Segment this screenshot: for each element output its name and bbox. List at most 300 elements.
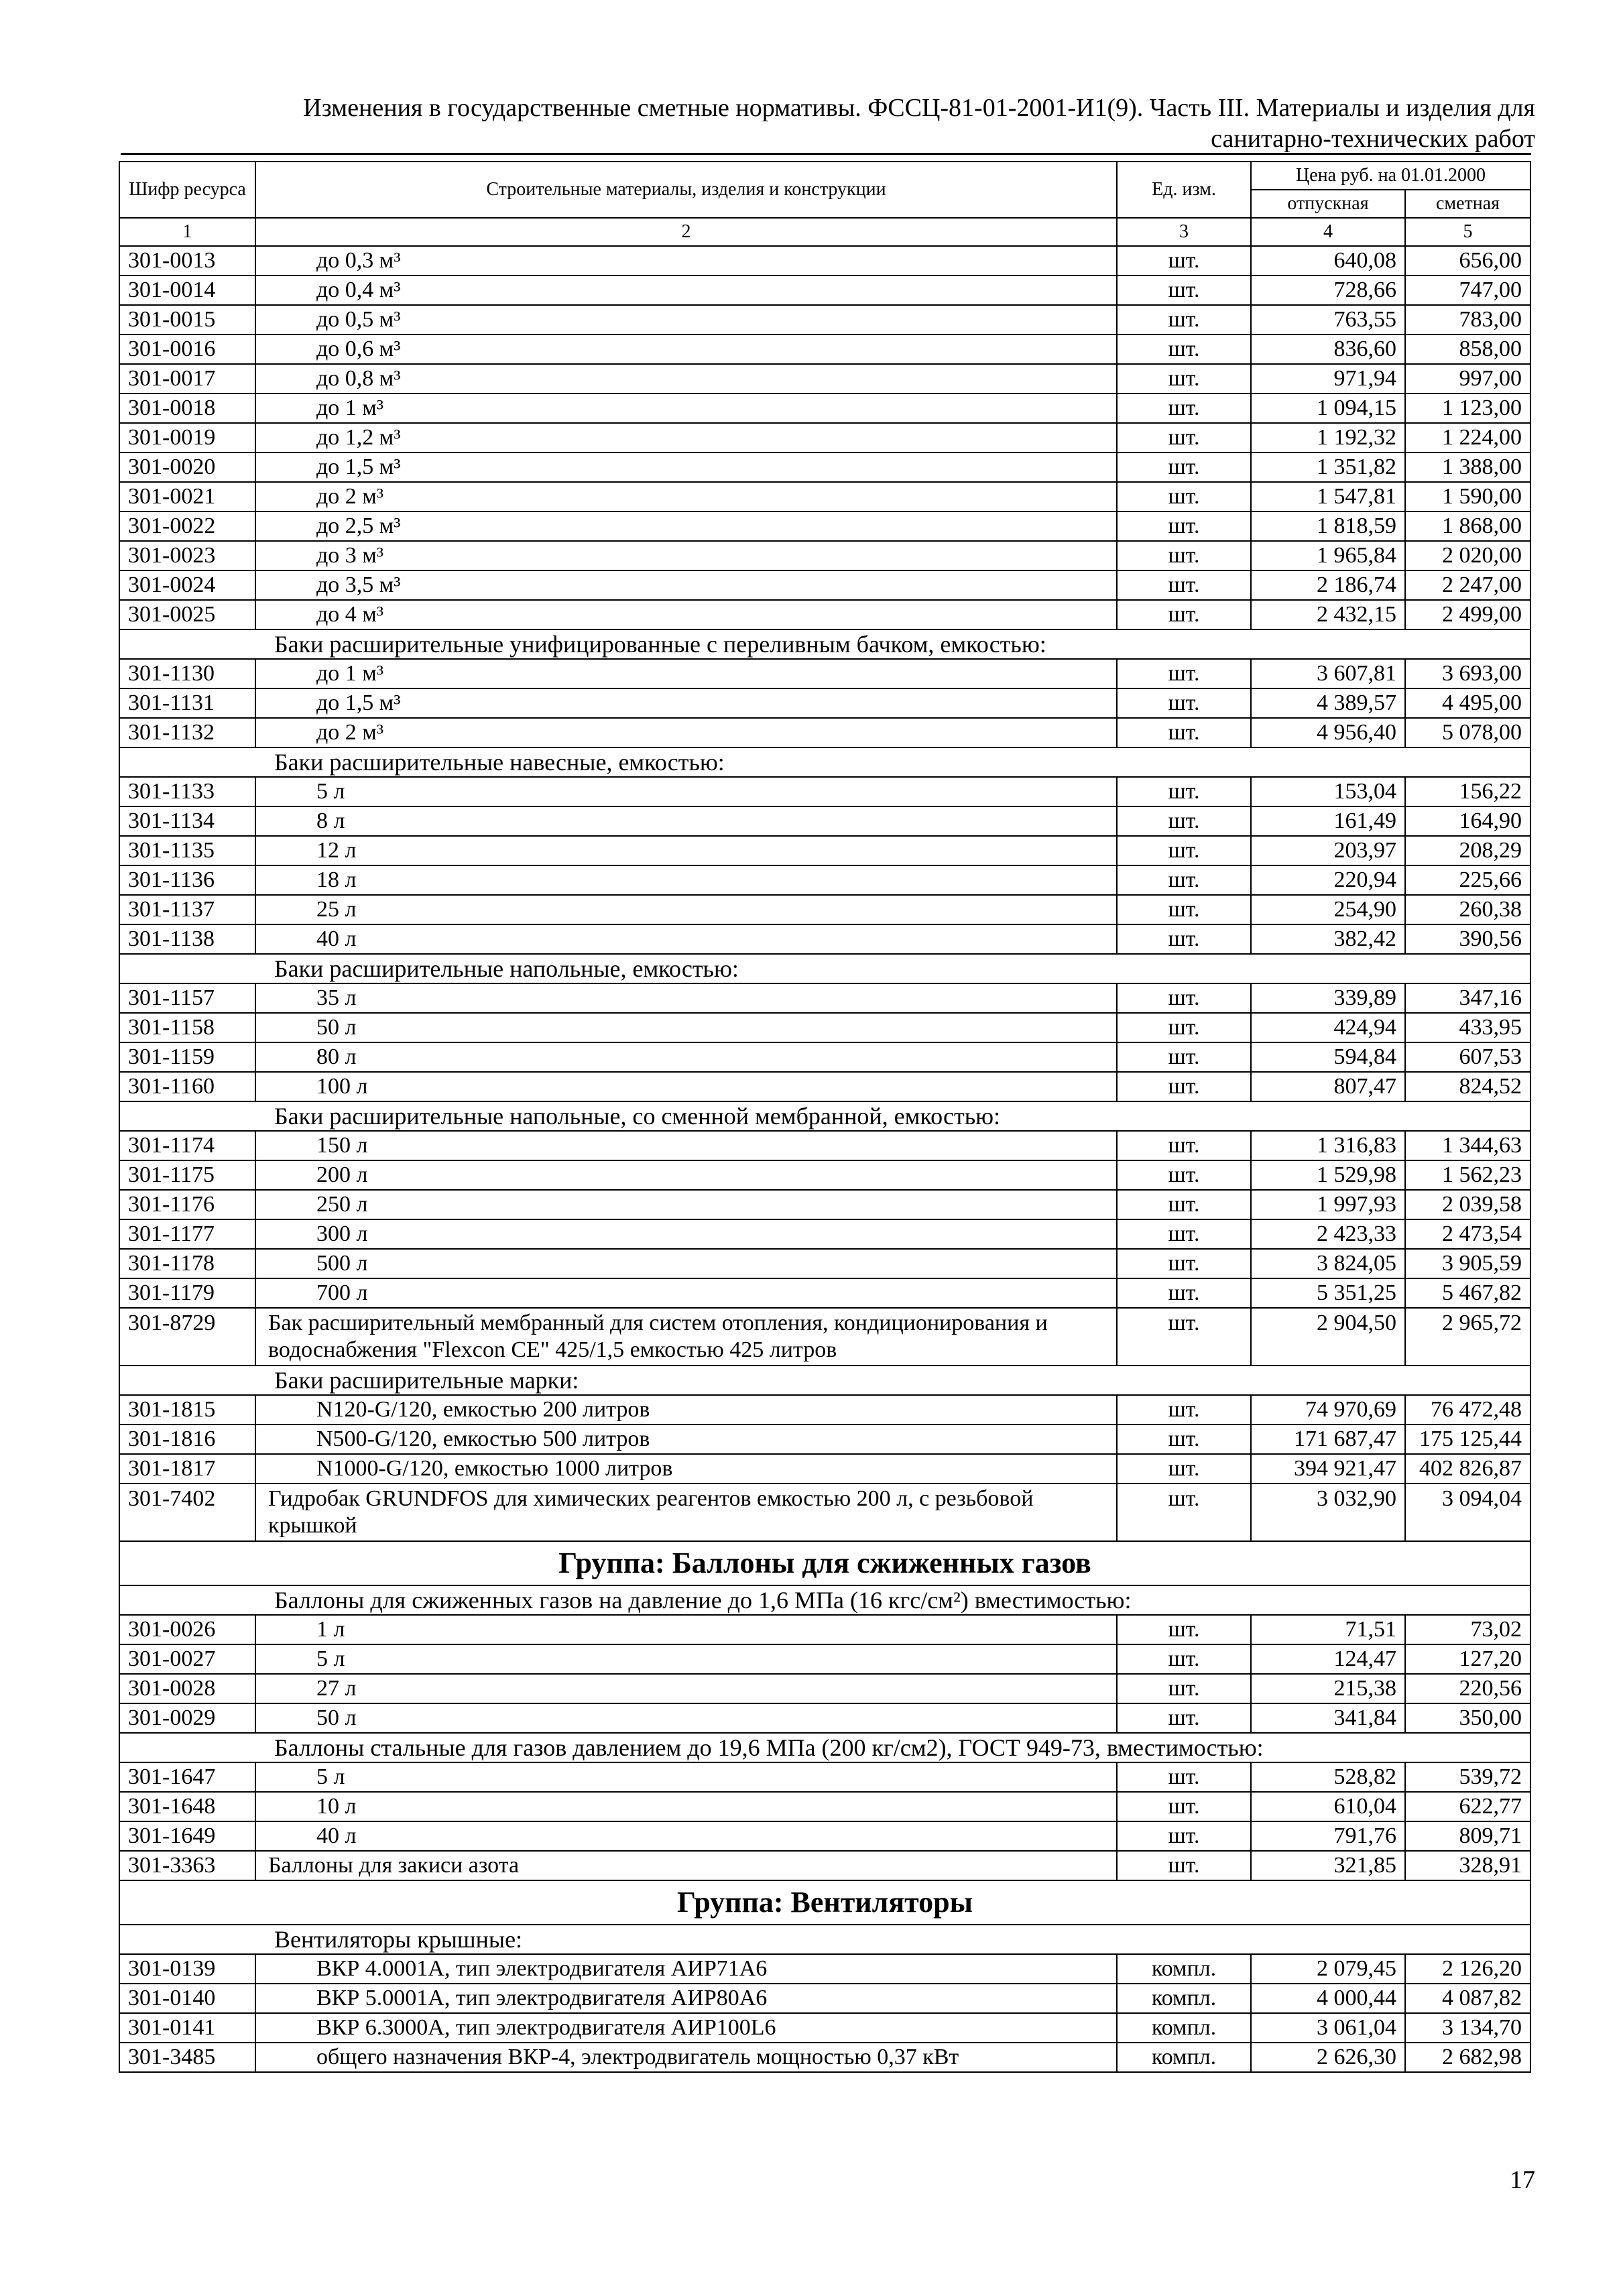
table-row — [119, 924, 1530, 954]
table-row — [119, 511, 1530, 541]
name-cell: 80 л — [255, 1042, 1117, 1072]
name-cell: N120-G/120, емкостью 200 литров — [255, 1395, 1117, 1425]
table-row — [119, 246, 1530, 276]
unit-cell: шт. — [1117, 1072, 1251, 1101]
header-line-1: Изменения в государственные сметные нормативы. ФССЦ-81-01-2001-И1(9). Часть III. Материалы и изделия для — [303, 94, 1535, 122]
group-heading-row — [119, 1880, 1530, 1925]
name-cell: 25 л — [255, 895, 1117, 924]
category-heading: Баки расширительные навесные, емкостью: — [119, 747, 1530, 777]
estimate-price-cell: 433,95 — [1405, 1013, 1530, 1042]
release-price-cell: 3 032,90 — [1251, 1484, 1405, 1541]
code-cell: 301-1137 — [119, 895, 255, 924]
release-price-cell: 382,42 — [1251, 924, 1405, 954]
category-row — [119, 1925, 1530, 1954]
estimate-price-cell: 347,16 — [1405, 983, 1530, 1013]
name-cell: 40 л — [255, 924, 1117, 954]
table-row — [119, 335, 1530, 364]
release-price-cell: 4 389,57 — [1251, 688, 1405, 718]
estimate-price-cell: 1 123,00 — [1405, 394, 1530, 423]
name-cell: до 1 м³ — [255, 659, 1117, 688]
unit-cell: шт. — [1117, 1762, 1251, 1792]
name-cell: 5 л — [255, 777, 1117, 806]
release-price-cell: 71,51 — [1251, 1615, 1405, 1644]
unit-cell: шт. — [1117, 482, 1251, 511]
category-heading: Баки расширительные марки: — [119, 1366, 1530, 1395]
unit-cell: шт. — [1117, 570, 1251, 600]
table-row — [119, 1219, 1530, 1249]
release-price-cell: 215,38 — [1251, 1674, 1405, 1703]
code-cell: 301-0017 — [119, 364, 255, 394]
code-cell: 301-1131 — [119, 688, 255, 718]
code-cell: 301-0140 — [119, 1984, 255, 2013]
group-heading: Группа: Баллоны для сжиженных газов — [119, 1541, 1530, 1585]
release-price-cell: 254,90 — [1251, 895, 1405, 924]
code-cell: 301-1138 — [119, 924, 255, 954]
table-row — [119, 659, 1530, 688]
code-cell: 301-1817 — [119, 1454, 255, 1484]
name-cell: до 0,6 м³ — [255, 335, 1117, 364]
table-row — [119, 1762, 1530, 1792]
code-cell: 301-0139 — [119, 1954, 255, 1984]
release-price-cell: 2 904,50 — [1251, 1308, 1405, 1366]
estimate-price-cell: 997,00 — [1405, 364, 1530, 394]
name-cell: 50 л — [255, 1013, 1117, 1042]
unit-cell: шт. — [1117, 1190, 1251, 1219]
table-row — [119, 1425, 1530, 1454]
name-cell: 5 л — [255, 1762, 1117, 1792]
estimate-price-cell: 2 020,00 — [1405, 541, 1530, 570]
table-row — [119, 364, 1530, 394]
estimate-price-cell: 328,91 — [1405, 1851, 1530, 1880]
unit-cell: шт. — [1117, 1219, 1251, 1249]
unit-cell: шт. — [1117, 865, 1251, 895]
table-row — [119, 570, 1530, 600]
category-heading: Баллоны для сжиженных газов на давление до 1,6 МПа (16 кгс/см²) вместимостью: — [119, 1585, 1530, 1615]
unit-cell: шт. — [1117, 1013, 1251, 1042]
release-price-cell: 4 000,44 — [1251, 1984, 1405, 2013]
table-row — [119, 1190, 1530, 1219]
unit-cell: шт. — [1117, 541, 1251, 570]
code-cell: 301-0019 — [119, 423, 255, 452]
release-price-cell: 1 965,84 — [1251, 541, 1405, 570]
estimate-price-cell: 73,02 — [1405, 1615, 1530, 1644]
table-header — [119, 162, 1530, 246]
release-price-cell: 339,89 — [1251, 983, 1405, 1013]
release-price-cell: 528,82 — [1251, 1762, 1405, 1792]
name-cell: 40 л — [255, 1821, 1117, 1851]
name-cell: Гидробак GRUNDFOS для химических реагентов емкостью 200 л, с резьбовой крышкой — [255, 1484, 1117, 1541]
unit-cell: шт. — [1117, 1308, 1251, 1366]
release-price-cell: 807,47 — [1251, 1072, 1405, 1101]
unit-cell: шт. — [1117, 305, 1251, 335]
name-cell: до 2 м³ — [255, 718, 1117, 747]
header-name: Строительные материалы, изделия и конструкции — [255, 162, 1117, 218]
table-row — [119, 1674, 1530, 1703]
code-cell: 301-1130 — [119, 659, 255, 688]
col-number: 4 — [1251, 218, 1405, 246]
table-row — [119, 482, 1530, 511]
name-cell: до 0,8 м³ — [255, 364, 1117, 394]
price-table — [119, 161, 1531, 2073]
name-cell: 27 л — [255, 1674, 1117, 1703]
name-cell: 250 л — [255, 1190, 1117, 1219]
name-cell: до 3 м³ — [255, 541, 1117, 570]
unit-cell: шт. — [1117, 1674, 1251, 1703]
release-price-cell: 1 547,81 — [1251, 482, 1405, 511]
unit-cell: шт. — [1117, 924, 1251, 954]
name-cell: 5 л — [255, 1644, 1117, 1674]
release-price-cell: 4 956,40 — [1251, 718, 1405, 747]
unit-cell: шт. — [1117, 836, 1251, 865]
release-price-cell: 153,04 — [1251, 777, 1405, 806]
estimate-price-cell: 220,56 — [1405, 1674, 1530, 1703]
release-price-cell: 1 818,59 — [1251, 511, 1405, 541]
unit-cell: шт. — [1117, 983, 1251, 1013]
release-price-cell: 1 997,93 — [1251, 1190, 1405, 1219]
name-cell: до 1,2 м³ — [255, 423, 1117, 452]
table-row — [119, 305, 1530, 335]
code-cell: 301-1178 — [119, 1249, 255, 1278]
table-row — [119, 718, 1530, 747]
table-row — [119, 1984, 1530, 2013]
unit-cell: шт. — [1117, 659, 1251, 688]
col-number: 2 — [255, 218, 1117, 246]
unit-cell: шт. — [1117, 452, 1251, 482]
unit-cell: шт. — [1117, 1615, 1251, 1644]
table-row — [119, 806, 1530, 836]
code-cell: 301-0016 — [119, 335, 255, 364]
table-row — [119, 1249, 1530, 1278]
estimate-price-cell: 225,66 — [1405, 865, 1530, 895]
unit-cell: шт. — [1117, 777, 1251, 806]
code-cell: 301-1179 — [119, 1278, 255, 1308]
estimate-price-cell: 809,71 — [1405, 1821, 1530, 1851]
code-cell: 301-1134 — [119, 806, 255, 836]
table-row — [119, 276, 1530, 305]
name-cell: 10 л — [255, 1792, 1117, 1821]
estimate-price-cell: 1 388,00 — [1405, 452, 1530, 482]
estimate-price-cell: 5 078,00 — [1405, 718, 1530, 747]
category-heading: Баллоны стальные для газов давлением до 19,6 МПа (200 кг/см2), ГОСТ 949-73, вместимостью: — [119, 1733, 1530, 1762]
page-number: 17 — [1510, 2166, 1535, 2194]
header-rule — [121, 153, 1531, 155]
name-cell: 500 л — [255, 1249, 1117, 1278]
code-cell: 301-0028 — [119, 1674, 255, 1703]
table-row — [119, 836, 1530, 865]
table-row — [119, 1454, 1530, 1484]
estimate-price-cell: 164,90 — [1405, 806, 1530, 836]
table-row — [119, 2043, 1530, 2072]
header-code: Шифр ресурса — [119, 162, 255, 218]
release-price-cell: 220,94 — [1251, 865, 1405, 895]
name-cell: Баллоны для закиси азота — [255, 1851, 1117, 1880]
name-cell: общего назначения ВКР-4, электродвигатель мощностью 0,37 кВт — [255, 2043, 1117, 2072]
estimate-price-cell: 622,77 — [1405, 1792, 1530, 1821]
unit-cell: шт. — [1117, 1454, 1251, 1484]
unit-cell: шт. — [1117, 1703, 1251, 1733]
unit-cell: компл. — [1117, 1984, 1251, 2013]
unit-cell: шт. — [1117, 1644, 1251, 1674]
code-cell: 301-1815 — [119, 1395, 255, 1425]
unit-cell: шт. — [1117, 1249, 1251, 1278]
code-cell: 301-3485 — [119, 2043, 255, 2072]
estimate-price-cell: 747,00 — [1405, 276, 1530, 305]
release-price-cell: 971,94 — [1251, 364, 1405, 394]
estimate-price-cell: 4 495,00 — [1405, 688, 1530, 718]
release-price-cell: 1 316,83 — [1251, 1131, 1405, 1160]
estimate-price-cell: 539,72 — [1405, 1762, 1530, 1792]
table-row — [119, 865, 1530, 895]
code-cell: 301-0141 — [119, 2013, 255, 2043]
name-cell: до 0,3 м³ — [255, 246, 1117, 276]
code-cell: 301-1648 — [119, 1792, 255, 1821]
name-cell: до 3,5 м³ — [255, 570, 1117, 600]
table-row — [119, 1821, 1530, 1851]
estimate-price-cell: 2 247,00 — [1405, 570, 1530, 600]
release-price-cell: 763,55 — [1251, 305, 1405, 335]
name-cell: 1 л — [255, 1615, 1117, 1644]
release-price-cell: 124,47 — [1251, 1644, 1405, 1674]
code-cell: 301-1159 — [119, 1042, 255, 1072]
table-row — [119, 1851, 1530, 1880]
header-release: отпускная — [1251, 190, 1405, 218]
unit-cell: шт. — [1117, 718, 1251, 747]
unit-cell: шт. — [1117, 806, 1251, 836]
estimate-price-cell: 260,38 — [1405, 895, 1530, 924]
code-cell: 301-1175 — [119, 1160, 255, 1190]
code-cell: 301-1174 — [119, 1131, 255, 1160]
unit-cell: компл. — [1117, 2013, 1251, 2043]
estimate-price-cell: 607,53 — [1405, 1042, 1530, 1072]
release-price-cell: 1 094,15 — [1251, 394, 1405, 423]
release-price-cell: 2 432,15 — [1251, 600, 1405, 629]
name-cell: N1000-G/120, емкостью 1000 литров — [255, 1454, 1117, 1484]
code-cell: 301-1133 — [119, 777, 255, 806]
category-row — [119, 747, 1530, 777]
category-row — [119, 1733, 1530, 1762]
table-row — [119, 983, 1530, 1013]
estimate-price-cell: 175 125,44 — [1405, 1425, 1530, 1454]
estimate-price-cell: 2 126,20 — [1405, 1954, 1530, 1984]
unit-cell: шт. — [1117, 1821, 1251, 1851]
name-cell: 300 л — [255, 1219, 1117, 1249]
release-price-cell: 1 351,82 — [1251, 452, 1405, 482]
code-cell: 301-3363 — [119, 1851, 255, 1880]
header-price: Цена руб. на 01.01.2000 — [1251, 162, 1530, 190]
category-heading: Баки расширительные напольные, емкостью: — [119, 954, 1530, 983]
table-row — [119, 423, 1530, 452]
estimate-price-cell: 208,29 — [1405, 836, 1530, 865]
name-cell: до 1,5 м³ — [255, 452, 1117, 482]
release-price-cell: 594,84 — [1251, 1042, 1405, 1072]
code-cell: 301-0026 — [119, 1615, 255, 1644]
name-cell: до 2 м³ — [255, 482, 1117, 511]
unit-cell: шт. — [1117, 1792, 1251, 1821]
code-cell: 301-0027 — [119, 1644, 255, 1674]
code-cell: 301-1177 — [119, 1219, 255, 1249]
name-cell: до 1,5 м³ — [255, 688, 1117, 718]
estimate-price-cell: 2 682,98 — [1405, 2043, 1530, 2072]
estimate-price-cell: 1 224,00 — [1405, 423, 1530, 452]
unit-cell: компл. — [1117, 2043, 1251, 2072]
code-cell: 301-1160 — [119, 1072, 255, 1101]
unit-cell: шт. — [1117, 895, 1251, 924]
estimate-price-cell: 783,00 — [1405, 305, 1530, 335]
code-cell: 301-1176 — [119, 1190, 255, 1219]
release-price-cell: 2 423,33 — [1251, 1219, 1405, 1249]
group-heading-row — [119, 1541, 1530, 1585]
name-cell: ВКР 5.0001А, тип электродвигателя АИР80А6 — [255, 1984, 1117, 2013]
table-row — [119, 1042, 1530, 1072]
table-row — [119, 777, 1530, 806]
header-line-2: санитарно-технических работ — [1211, 125, 1535, 153]
table-row — [119, 1278, 1530, 1308]
category-row — [119, 1101, 1530, 1131]
name-cell: 18 л — [255, 865, 1117, 895]
estimate-price-cell: 656,00 — [1405, 246, 1530, 276]
table-row — [119, 1131, 1530, 1160]
name-cell: до 1 м³ — [255, 394, 1117, 423]
code-cell: 301-0029 — [119, 1703, 255, 1733]
code-cell: 301-0024 — [119, 570, 255, 600]
code-cell: 301-1135 — [119, 836, 255, 865]
estimate-price-cell: 76 472,48 — [1405, 1395, 1530, 1425]
table-row — [119, 1954, 1530, 1984]
code-cell: 301-1649 — [119, 1821, 255, 1851]
release-price-cell: 836,60 — [1251, 335, 1405, 364]
table-row — [119, 541, 1530, 570]
category-row — [119, 629, 1530, 659]
table-row — [119, 1013, 1530, 1042]
estimate-price-cell: 3 905,59 — [1405, 1249, 1530, 1278]
unit-cell: шт. — [1117, 1042, 1251, 1072]
estimate-price-cell: 402 826,87 — [1405, 1454, 1530, 1484]
code-cell: 301-0014 — [119, 276, 255, 305]
estimate-price-cell: 350,00 — [1405, 1703, 1530, 1733]
release-price-cell: 610,04 — [1251, 1792, 1405, 1821]
release-price-cell: 161,49 — [1251, 806, 1405, 836]
release-price-cell: 341,84 — [1251, 1703, 1405, 1733]
estimate-price-cell: 824,52 — [1405, 1072, 1530, 1101]
unit-cell: шт. — [1117, 600, 1251, 629]
unit-cell: шт. — [1117, 511, 1251, 541]
estimate-price-cell: 1 868,00 — [1405, 511, 1530, 541]
name-cell: 200 л — [255, 1160, 1117, 1190]
unit-cell: шт. — [1117, 1278, 1251, 1308]
unit-cell: шт. — [1117, 364, 1251, 394]
table-row — [119, 394, 1530, 423]
code-cell: 301-1136 — [119, 865, 255, 895]
code-cell: 301-1132 — [119, 718, 255, 747]
release-price-cell: 1 192,32 — [1251, 423, 1405, 452]
table-row — [119, 2013, 1530, 2043]
code-cell: 301-8729 — [119, 1308, 255, 1366]
name-cell: до 4 м³ — [255, 600, 1117, 629]
release-price-cell: 2 079,45 — [1251, 1954, 1405, 1984]
name-cell: ВКР 6.3000А, тип электродвигателя АИР100L6 — [255, 2013, 1117, 2043]
name-cell: до 0,4 м³ — [255, 276, 1117, 305]
header-unit: Ед. изм. — [1117, 162, 1251, 218]
code-cell: 301-1816 — [119, 1425, 255, 1454]
estimate-price-cell: 3 094,04 — [1405, 1484, 1530, 1541]
category-heading: Баки расширительные унифицированные с переливным бачком, емкостью: — [119, 629, 1530, 659]
estimate-price-cell: 3 134,70 — [1405, 2013, 1530, 2043]
name-cell: 50 л — [255, 1703, 1117, 1733]
estimate-price-cell: 1 590,00 — [1405, 482, 1530, 511]
header-estimate: сметная — [1405, 190, 1530, 218]
release-price-cell: 3 607,81 — [1251, 659, 1405, 688]
code-cell: 301-0015 — [119, 305, 255, 335]
release-price-cell: 171 687,47 — [1251, 1425, 1405, 1454]
release-price-cell: 5 351,25 — [1251, 1278, 1405, 1308]
code-cell: 301-0021 — [119, 482, 255, 511]
code-cell: 301-1157 — [119, 983, 255, 1013]
table-row — [119, 1703, 1530, 1733]
code-cell: 301-0025 — [119, 600, 255, 629]
estimate-price-cell: 2 473,54 — [1405, 1219, 1530, 1249]
table-row — [119, 600, 1530, 629]
estimate-price-cell: 2 499,00 — [1405, 600, 1530, 629]
category-row — [119, 1585, 1530, 1615]
table-body — [119, 246, 1530, 2072]
code-cell: 301-0023 — [119, 541, 255, 570]
release-price-cell: 728,66 — [1251, 276, 1405, 305]
col-number: 5 — [1405, 218, 1530, 246]
name-cell: N500-G/120, емкостью 500 литров — [255, 1425, 1117, 1454]
unit-cell: шт. — [1117, 1131, 1251, 1160]
category-row — [119, 954, 1530, 983]
name-cell: ВКР 4.0001А, тип электродвигателя АИР71А6 — [255, 1954, 1117, 1984]
name-cell: 100 л — [255, 1072, 1117, 1101]
table-row — [119, 1644, 1530, 1674]
table-row — [119, 688, 1530, 718]
unit-cell: шт. — [1117, 276, 1251, 305]
name-cell: 700 л — [255, 1278, 1117, 1308]
release-price-cell: 2 626,30 — [1251, 2043, 1405, 2072]
category-heading: Вентиляторы крышные: — [119, 1925, 1530, 1954]
unit-cell: шт. — [1117, 1395, 1251, 1425]
unit-cell: шт. — [1117, 423, 1251, 452]
code-cell: 301-0022 — [119, 511, 255, 541]
table-row — [119, 1308, 1530, 1366]
code-cell: 301-0018 — [119, 394, 255, 423]
group-heading: Группа: Вентиляторы — [119, 1880, 1530, 1925]
release-price-cell: 394 921,47 — [1251, 1454, 1405, 1484]
estimate-price-cell: 156,22 — [1405, 777, 1530, 806]
release-price-cell: 203,97 — [1251, 836, 1405, 865]
name-cell: 35 л — [255, 983, 1117, 1013]
code-cell: 301-7402 — [119, 1484, 255, 1541]
estimate-price-cell: 1 344,63 — [1405, 1131, 1530, 1160]
table-row — [119, 1395, 1530, 1425]
estimate-price-cell: 858,00 — [1405, 335, 1530, 364]
release-price-cell: 1 529,98 — [1251, 1160, 1405, 1190]
release-price-cell: 321,85 — [1251, 1851, 1405, 1880]
release-price-cell: 3 824,05 — [1251, 1249, 1405, 1278]
unit-cell: шт. — [1117, 335, 1251, 364]
release-price-cell: 640,08 — [1251, 246, 1405, 276]
category-row — [119, 1366, 1530, 1395]
name-cell: 8 л — [255, 806, 1117, 836]
unit-cell: шт. — [1117, 1851, 1251, 1880]
estimate-price-cell: 127,20 — [1405, 1644, 1530, 1674]
estimate-price-cell: 5 467,82 — [1405, 1278, 1530, 1308]
name-cell: до 2,5 м³ — [255, 511, 1117, 541]
release-price-cell: 2 186,74 — [1251, 570, 1405, 600]
unit-cell: шт. — [1117, 1425, 1251, 1454]
code-cell: 301-0013 — [119, 246, 255, 276]
release-price-cell: 74 970,69 — [1251, 1395, 1405, 1425]
